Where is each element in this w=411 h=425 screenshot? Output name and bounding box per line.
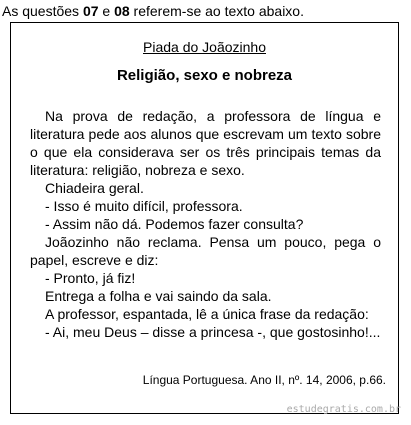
paragraph: Na prova de redação, a professora de língua e literatura pede aos alunos que escrevam um texto sobre o que ela considerava ser os três principais temas da literatura: religião, nobreza e sexo. [30,108,381,178]
instruction-line [2,3,304,20]
instruction-prefix: As questões [2,3,83,19]
paragraph: Chiadeira geral. [45,180,144,196]
watermark: estudegratis.com.br [286,404,401,415]
text-box [10,22,399,414]
question-number-1: 07 [82,3,99,19]
instruction-middle: e [98,3,115,19]
instruction-suffix: referem-se ao texto abaixo. [129,3,304,19]
story-text [30,107,381,341]
paragraph: - Ai, meu Deus – disse a princesa -, que gostosinho!... [45,324,381,340]
section-title: Piada do Joãozinho [143,39,266,55]
paragraph: - Assim não dá. Podemos fazer consulta? [45,216,304,232]
paragraph: Entrega a folha e vai saindo da sala. [45,288,272,304]
paragraph: Joãozinho não reclama. Pensa um pouco, pega o papel, escreve e diz: [30,234,381,268]
main-title: Religião, sexo e nobreza [116,67,293,84]
paragraph: - Pronto, já fiz! [45,270,136,286]
paragraph: A professor, espantada, lê a única frase da redação: [45,306,369,322]
question-number-2: 08 [114,3,130,19]
source-citation: Língua Portuguesa. Ano II, nº. 14, 2006, p.66. [142,373,386,387]
paragraph: - Isso é muito difícil, professora. [45,198,243,214]
